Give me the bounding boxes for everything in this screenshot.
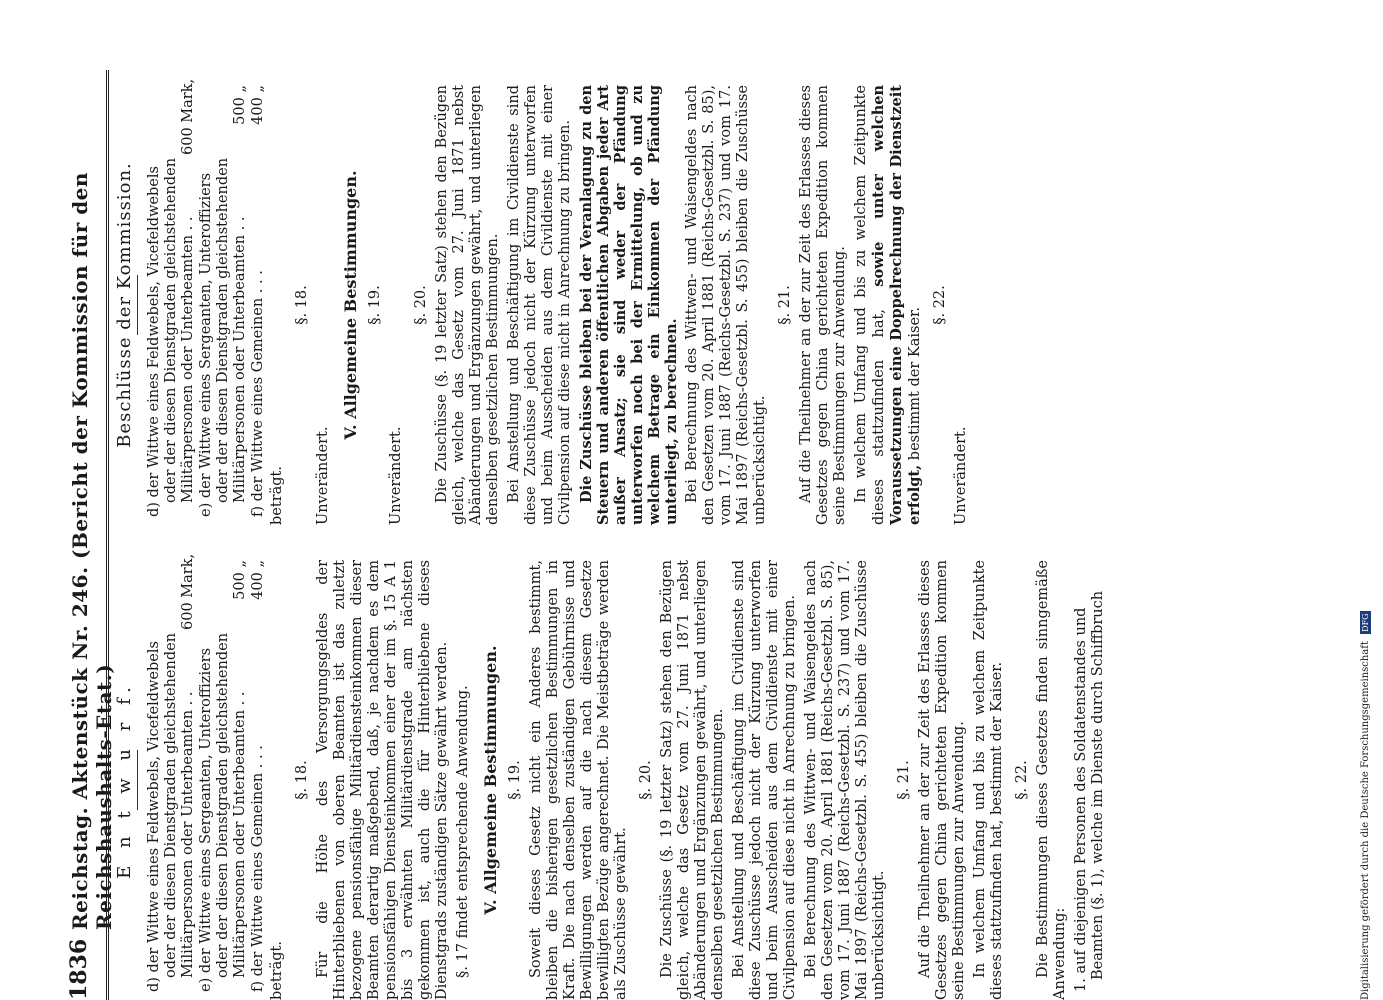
title-rule — [137, 750, 138, 810]
unchanged-note: Unverändert. — [953, 426, 969, 525]
paragraph-text: In welchem Umfang und bis zu welchem Zeitpunkte dieses stattzufinden hat, sowie unter welchen Voraussetzungen eine Doppelrechnung der Dienstzeit erfolgt, bestimmt der Kaiser. — [853, 84, 923, 525]
paragraph-heading: §. 18. — [294, 760, 310, 800]
list-item: f) der Wittwe eines Gemeinen . . . 400 „ — [250, 85, 266, 517]
page-number: 1836 — [66, 938, 92, 1000]
paragraph-text: Die Zuschüsse (§. 19 letzter Satz) stehen den Bezügen gleich, welche das Gesetz vom 27. Juni 1871 nebst Abänderungen und Ergänzungen gewährt, und unterliegen denselben gesetzlichen Bestimmungen. — [659, 560, 726, 1000]
amended-text: sowie unter welchen Voraussetzungen eine Doppelrechnung der Dienstzeit erfolgt, — [870, 84, 923, 525]
footer-text: Digitalisierung gefördert durch die Deutsche Forschungsgemeinschaft — [1360, 641, 1371, 1000]
dfg-logo: DFG — [1361, 613, 1370, 632]
after-items: beträgt. — [269, 941, 285, 1000]
column-commission — [114, 78, 976, 525]
rotated-page — [60, 60, 1380, 1000]
section-heading: V. Allgemeine Bestimmungen. — [481, 645, 500, 915]
paragraph-text: Bei Berechnung des Wittwen- und Waisengeldes nach den Gesetzen vom 20. April 1881 (Reichs-Gesetzbl. S. 85), vom 17. Juni 1887 (Reichs-Gesetzbl. S. 237) und vom 17. Mai 1897 (Reichs-Gesetzbl. S. 455) bleiben die Zuschüsse unberücksichtigt. — [803, 560, 887, 1000]
paragraph-text: Auf die Theilnehmer an der zur Zeit des Erlasses dieses Gesetzes gegen China gerichteten Expedition kommen seine Bestimmungen zur Anwendung. — [917, 560, 967, 1000]
paragraph-text: §. 17 findet entsprechende Anwendung. — [455, 685, 471, 978]
title-rule — [137, 275, 138, 335]
paragraph-text: Die Zuschüsse (§. 19 letzter Satz) stehen den Bezügen gleich, welche das Gesetz vom 27. Juni 1871 nebst Abänderungen und Ergänzungen gewährt, und unterliegen denselben gesetzlichen Bestimmungen. — [434, 85, 501, 525]
after-items: beträgt. — [269, 466, 285, 525]
paragraph-text: In welchem Umfang und bis zu welchem Zeitpunkte dieses stattzufinden hat, bestimmt der Kaiser. — [972, 560, 1005, 1000]
paragraph-heading: §. 21. — [896, 760, 912, 800]
header-rule — [106, 70, 109, 1000]
page-title: Reichstag. Aktenstück Nr. 246. (Bericht der Kommission für den Reichshaushalts-Etat.) — [68, 172, 116, 930]
paragraph-heading: §. 21. — [777, 285, 793, 325]
paragraph-heading: §. 19. — [507, 760, 523, 800]
paragraph-subitem: 1. auf diejenigen Personen des Soldatenstandes und Beamten (§. 1), welche im Dienste durch Schiffbruch — [1073, 590, 1106, 992]
paragraph-text: Die Bestimmungen dieses Gesetzes finden sinngemäße Anwendung: — [1035, 560, 1068, 1000]
paragraph-text: Auf die Theilnehmer an der zur Zeit des Erlasses dieses Gesetzes gegen China gerichteten Expedition kommen seine Bestimmungen zur Anwendung. — [798, 85, 848, 525]
paragraph-text: Bei Berechnung des Wittwen- und Waisengeldes nach den Gesetzen vom 20. April 1881 (Reichs-Gesetzbl. S. 85), vom 17. Juni 1887 (Reichs-Gesetzbl. S. 237) und vom 17. Mai 1897 (Reichs-Gesetzbl. S. 455) bleiben die Zuschüsse unberücksichtigt. — [684, 85, 768, 525]
paragraph-text-amended: Die Zuschüsse bleiben bei der Veranlagung zu den Steuern und anderen öffentlichen Abgaben jeder Art außer Ansatz; sie sind weder der Pfändung unterworfen noch bei der Ermittelung, ob und zu welchem Betrage ein Einkommen der Pfändung unterliegt, zu berechnen. — [578, 85, 680, 525]
paragraph-heading: §. 19. — [367, 285, 383, 325]
list-item: e) der Wittwe eines Sergeanten, Unteroffiziers oder der diesen Dienstgraden gleichstehenden Militärpersonen oder Unterbeamten . . 500 „ — [198, 85, 248, 517]
paragraph-text: Für die Höhe des Versorgungsgeldes der Hinterbliebenen von oberen Beamten ist das zuletzt bezogene pensionsfähige Militärdiensteinkommen dieser Beamten derartig maßgebend, daß, je nachdem es dem pensionsfähigen Diensteinkommen einer der im §. 15 A 1 bis 3 erwähnten Militärdienstgrade am nächsten gekommen ist, auch die für Hinterbliebene dieses Dienstgrads zuständigen Sätze gewährt werden. — [315, 560, 450, 1000]
paragraph-heading: §. 22. — [932, 285, 948, 325]
column-title: E n t w u r f. — [114, 681, 135, 879]
column-title: Beschlüsse der Kommission. — [114, 162, 135, 448]
list-item: e) der Wittwe eines Sergeanten, Unteroffiziers oder der diesen Dienstgraden gleichstehenden Militärpersonen oder Unterbeamten . . 500 „ — [198, 560, 248, 992]
list-item: f) der Wittwe eines Gemeinen . . . 400 „ — [250, 560, 266, 992]
paragraph-text: Bei Anstellung und Beschäftigung im Civildienste sind diese Zuschüsse jedoch nicht der Kürzung unterworfen und beim Ausscheiden aus dem Civildienste mit einer Civilpension auf diese nicht in Anrechnung zu bringen. — [506, 85, 573, 525]
list-item: d) der Wittwe eines Feldwebels, Vicefeldwebels oder der diesen Dienstgraden gleichstehenden Militärpersonen oder Unterbeamten . . 600 Mark, — [146, 553, 196, 992]
column-draft — [114, 553, 1109, 1000]
list-item: d) der Wittwe eines Feldwebels, Vicefeldwebels oder der diesen Dienstgraden gleichstehenden Militärpersonen oder Unterbeamten . . 600 Mark, — [146, 78, 196, 517]
page-header — [66, 70, 116, 1000]
paragraph-text: Bei Anstellung und Beschäftigung im Civildienste sind diese Zuschüsse jedoch nicht der Kürzung unterworfen und beim Ausscheiden aus dem Civildienste mit einer Civilpension auf diese nicht in Anrechnung zu bringen. — [731, 560, 798, 1000]
unchanged-note: Unverändert. — [315, 426, 331, 525]
unchanged-note: Unverändert. — [388, 426, 404, 525]
section-heading: V. Allgemeine Bestimmungen. — [341, 170, 360, 440]
paragraph-heading: §. 20. — [638, 760, 654, 800]
paragraph-heading: §. 20. — [413, 285, 429, 325]
paragraph-heading: §. 18. — [294, 285, 310, 325]
digitization-footer — [1360, 611, 1371, 1000]
paragraph-heading: §. 22. — [1014, 760, 1030, 800]
paragraph-text: Soweit dieses Gesetz nicht ein Anderes bestimmt, bleiben die bisherigen gesetzlichen Bestimmungen in Kraft. Die nach denselben zuständigen Gebührnisse und Bewilligungen werden auf die nach diesem Gesetze bewilligten Bezüge angerechnet. Die Meistbeträge werden als Zuschüsse gewährt. — [528, 560, 629, 1000]
